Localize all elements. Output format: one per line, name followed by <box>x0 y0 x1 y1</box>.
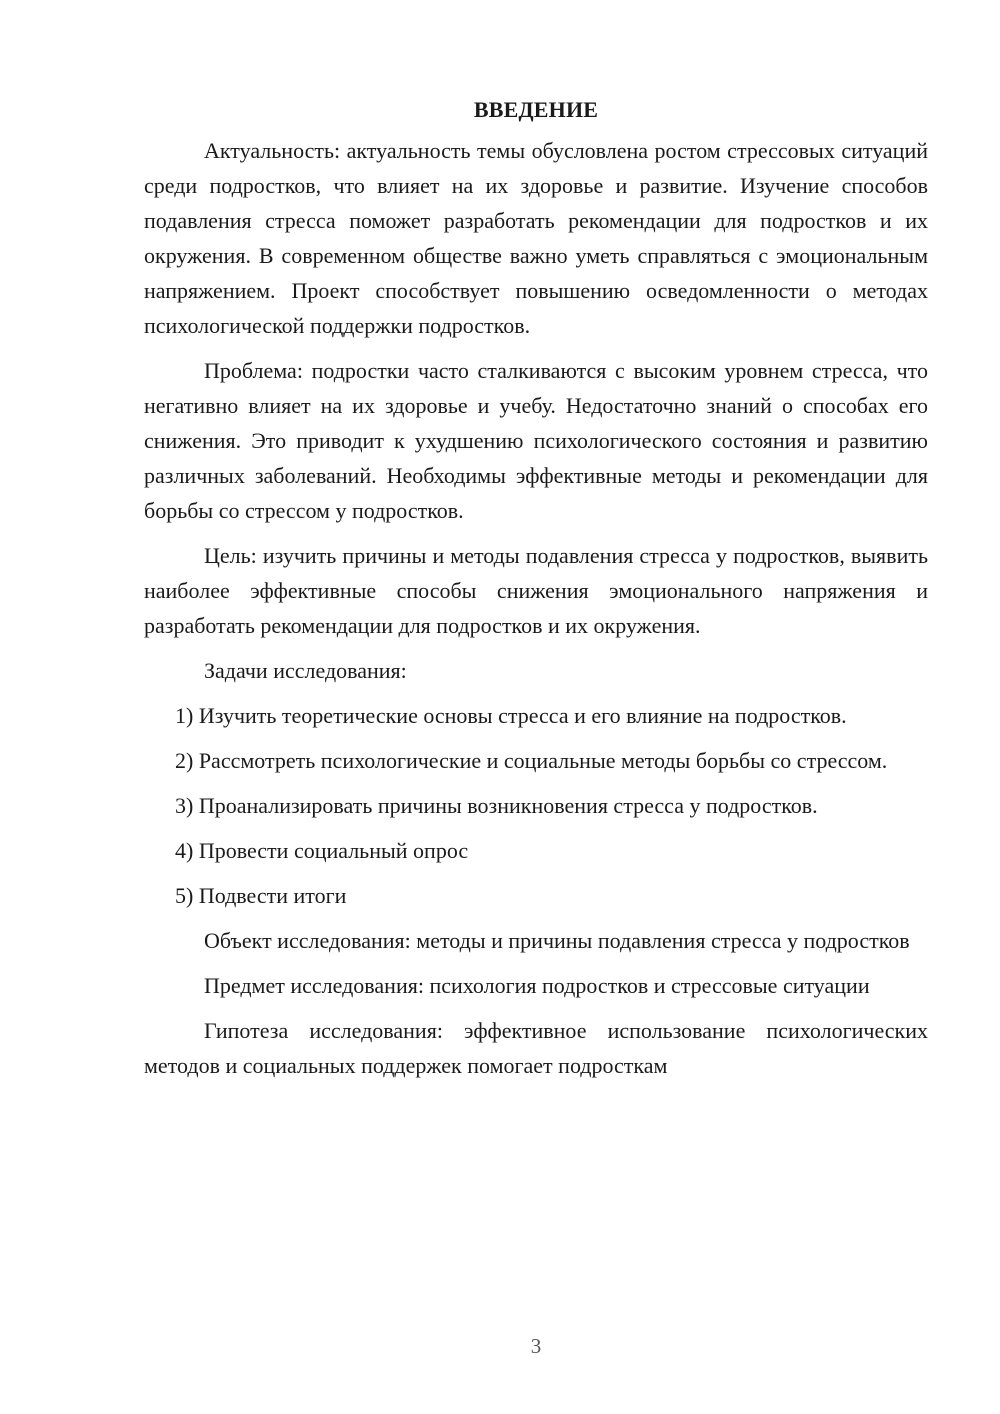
tasks-heading: Задачи исследования: <box>204 658 407 683</box>
task-item-1: 1) Изучить теоретические основы стресса и его влияние на подростков. <box>175 703 847 728</box>
task-list <box>144 698 928 913</box>
problem-paragraph: Проблема: подростки часто сталкиваются с высоким уровнем стресса, что негативно влияет на их здоровье и учебу. Недостаточно знаний о способах его снижения. Это приводит к ухудшению психологического состояния и развитию различных заболеваний. Необходимы эффективные методы и рекомендации для борьбы со стрессом у подростков. <box>144 358 928 523</box>
task-item-5: 5) Подвести итоги <box>175 883 347 908</box>
task-item-4: 4) Провести социальный опрос <box>175 838 469 863</box>
object-paragraph: Объект исследования: методы и причины подавления стресса у подростков <box>204 928 910 953</box>
task-item-2: 2) Рассмотреть психологические и социальные методы борьбы со стрессом. <box>175 748 888 773</box>
page-number: 3 <box>530 1334 542 1358</box>
page-title: ВВЕДЕНИЕ <box>473 97 599 122</box>
subject-paragraph: Предмет исследования: психология подростков и стрессовые ситуации <box>204 973 870 998</box>
document-page <box>144 92 928 1093</box>
relevance-paragraph: Актуальность: актуальность темы обусловлена ростом стрессовых ситуаций среди подростков, что влияет на их здоровье и развитие. Изучение способов подавления стресса поможет разработать рекомендации для подростков и их окружения. В современном обществе важно уметь справляться с эмоциональным напряжением. Проект способствует повышению осведомленности о методах психологической поддержки подростков. <box>144 138 928 338</box>
hypothesis-paragraph: Гипотеза исследования: эффективное использование психологических методов и социальных поддержек помогает подросткам <box>144 1018 928 1078</box>
task-item-3: 3) Проанализировать причины возникновения стресса у подростков. <box>175 793 818 818</box>
goal-paragraph: Цель: изучить причины и методы подавления стресса у подростков, выявить наиболее эффективные способы снижения эмоционального напряжения и разработать рекомендации для подростков и их окружения. <box>144 543 928 638</box>
